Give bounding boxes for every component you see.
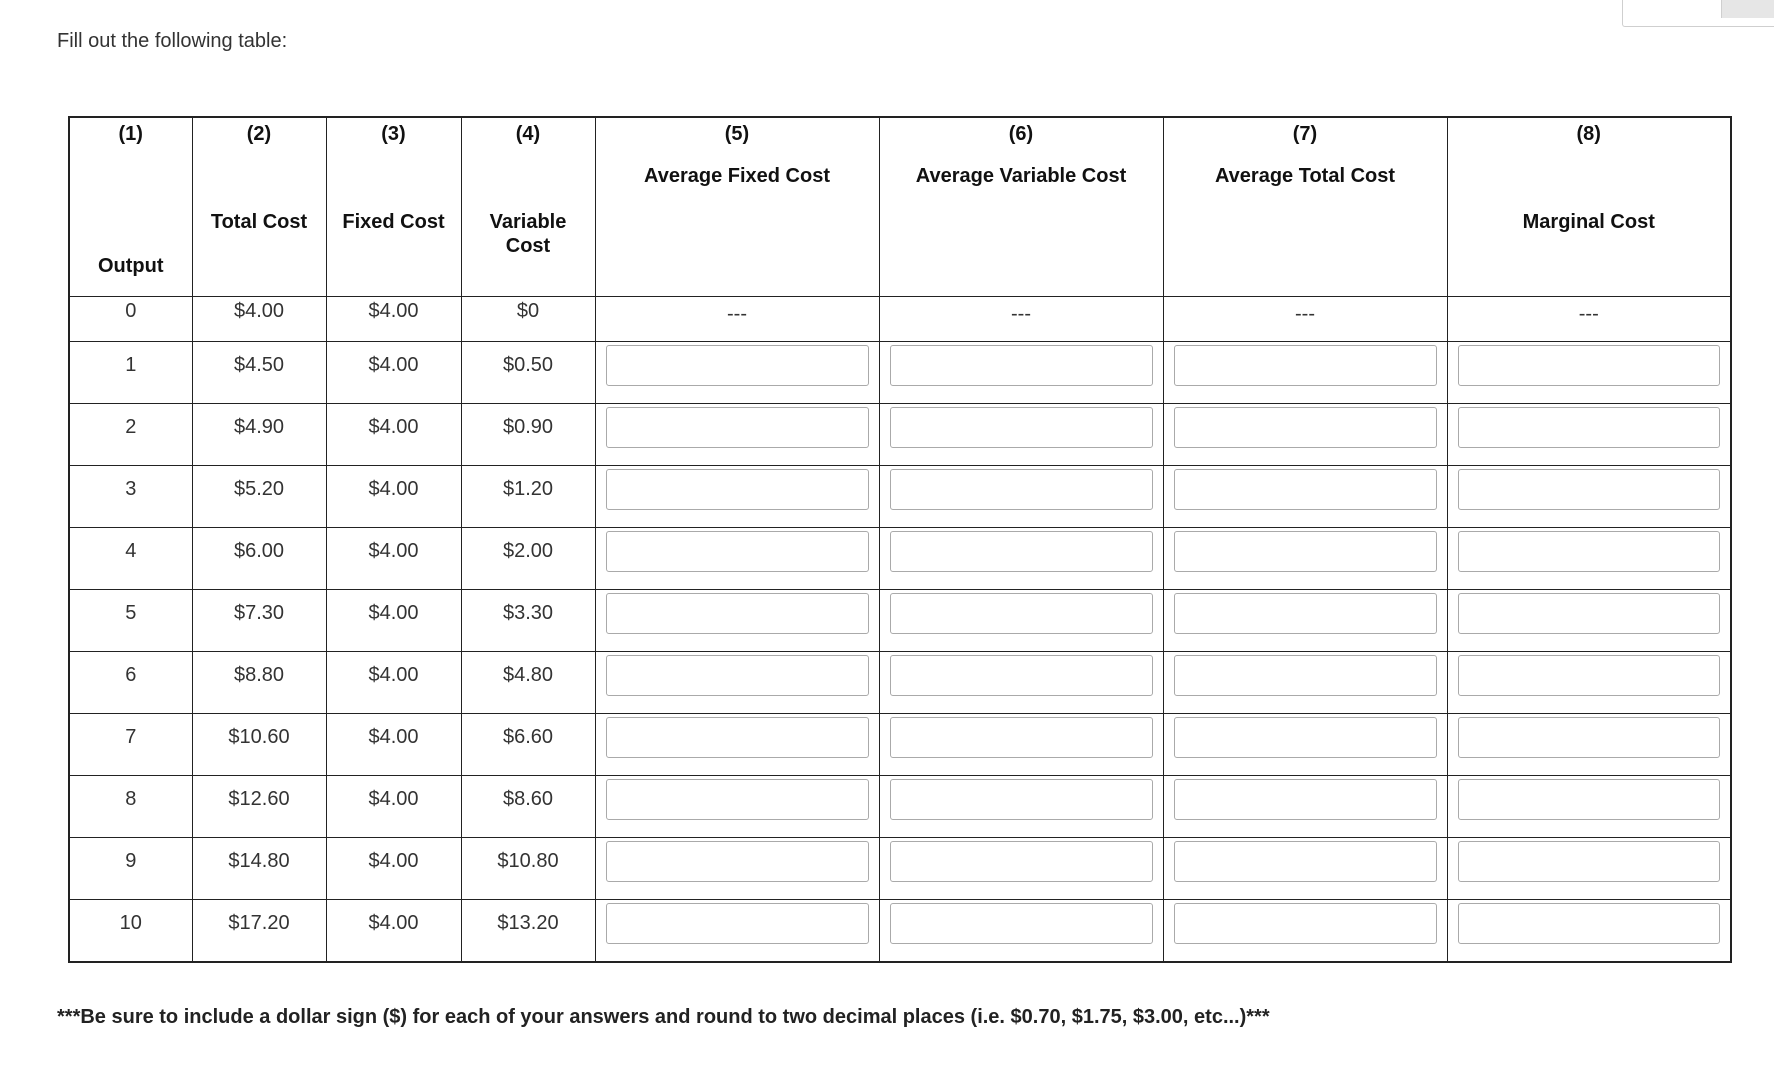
answer-cell bbox=[595, 838, 879, 900]
fixed-cost-cell: $4.00 bbox=[326, 341, 461, 403]
table-row bbox=[69, 403, 1731, 465]
average-variable-cost-input[interactable] bbox=[890, 531, 1153, 572]
total-cost-cell: $6.00 bbox=[192, 527, 326, 589]
average-variable-cost-input[interactable] bbox=[890, 779, 1153, 820]
marginal-cost-input[interactable] bbox=[1458, 469, 1721, 510]
average-fixed-cost-input[interactable] bbox=[606, 717, 869, 758]
total-cost-cell: $12.60 bbox=[192, 776, 326, 838]
answer-cell bbox=[879, 651, 1163, 713]
table-row bbox=[69, 776, 1731, 838]
answer-cell bbox=[879, 776, 1163, 838]
answer-cell bbox=[879, 341, 1163, 403]
answer-cell bbox=[879, 403, 1163, 465]
answer-cell bbox=[1447, 900, 1731, 962]
answer-cell bbox=[595, 900, 879, 962]
output-cell: 9 bbox=[69, 838, 192, 900]
average-total-cost-input[interactable] bbox=[1174, 469, 1437, 510]
column-number: (7) bbox=[1292, 123, 1318, 145]
table-row bbox=[69, 589, 1731, 651]
answer-cell bbox=[595, 589, 879, 651]
column-label: Average Variable Cost bbox=[915, 165, 1127, 187]
average-fixed-cost-input[interactable] bbox=[606, 345, 869, 386]
total-cost-cell: $4.90 bbox=[192, 403, 326, 465]
total-cost-cell: $5.20 bbox=[192, 465, 326, 527]
answer-cell bbox=[1447, 403, 1731, 465]
answer-cell bbox=[1163, 776, 1447, 838]
average-fixed-cost-input[interactable] bbox=[606, 779, 869, 820]
header-average-fixed-cost bbox=[595, 117, 879, 296]
average-variable-cost-input[interactable] bbox=[890, 407, 1153, 448]
answer-cell bbox=[1447, 341, 1731, 403]
fixed-cost-cell: $4.00 bbox=[326, 589, 461, 651]
variable-cost-cell: $2.00 bbox=[461, 527, 595, 589]
average-fixed-cost-input[interactable] bbox=[606, 593, 869, 634]
average-total-cost-input[interactable] bbox=[1174, 407, 1437, 448]
table-row bbox=[69, 296, 1731, 341]
table-row bbox=[69, 527, 1731, 589]
table-row bbox=[69, 341, 1731, 403]
answer-cell bbox=[595, 776, 879, 838]
total-cost-cell: $4.50 bbox=[192, 341, 326, 403]
column-number: (1) bbox=[118, 123, 143, 145]
average-variable-cost-placeholder: --- bbox=[879, 296, 1163, 341]
marginal-cost-input[interactable] bbox=[1458, 841, 1721, 882]
answer-cell bbox=[879, 465, 1163, 527]
average-total-cost-input[interactable] bbox=[1174, 593, 1437, 634]
rounding-note: ***Be sure to include a dollar sign ($) for each of your answers and round to two decimal places (i.e. $0.70, $1.75, $3.00, etc...)*** bbox=[57, 1006, 1270, 1028]
average-variable-cost-input[interactable] bbox=[890, 655, 1153, 696]
answer-cell bbox=[1447, 776, 1731, 838]
fixed-cost-cell: $4.00 bbox=[326, 776, 461, 838]
answer-cell bbox=[1447, 651, 1731, 713]
average-total-cost-input[interactable] bbox=[1174, 345, 1437, 386]
output-cell: 0 bbox=[69, 296, 192, 341]
output-cell: 2 bbox=[69, 403, 192, 465]
output-cell: 1 bbox=[69, 341, 192, 403]
marginal-cost-placeholder: --- bbox=[1447, 296, 1731, 341]
header-output bbox=[69, 117, 192, 296]
average-total-cost-input[interactable] bbox=[1174, 655, 1437, 696]
table-row bbox=[69, 714, 1731, 776]
table-row bbox=[69, 651, 1731, 713]
answer-cell bbox=[1163, 838, 1447, 900]
average-fixed-cost-input[interactable] bbox=[606, 903, 869, 944]
output-cell: 8 bbox=[69, 776, 192, 838]
column-label: Output bbox=[97, 255, 164, 277]
variable-cost-cell: $3.30 bbox=[461, 589, 595, 651]
header-row bbox=[69, 117, 1731, 296]
marginal-cost-input[interactable] bbox=[1458, 531, 1721, 572]
column-number: (3) bbox=[381, 123, 406, 145]
answer-cell bbox=[595, 527, 879, 589]
column-label: Average Fixed Cost bbox=[644, 165, 830, 187]
table-row bbox=[69, 465, 1731, 527]
header-marginal-cost bbox=[1447, 117, 1731, 296]
answer-cell bbox=[1447, 838, 1731, 900]
variable-cost-cell: $10.80 bbox=[461, 838, 595, 900]
average-fixed-cost-input[interactable] bbox=[606, 841, 869, 882]
marginal-cost-input[interactable] bbox=[1458, 593, 1721, 634]
marginal-cost-input[interactable] bbox=[1458, 779, 1721, 820]
answer-cell bbox=[1447, 465, 1731, 527]
output-cell: 4 bbox=[69, 527, 192, 589]
variable-cost-cell: $0 bbox=[461, 296, 595, 341]
total-cost-cell: $14.80 bbox=[192, 838, 326, 900]
answer-cell bbox=[595, 403, 879, 465]
table-row bbox=[69, 900, 1731, 962]
marginal-cost-input[interactable] bbox=[1458, 407, 1721, 448]
average-variable-cost-input[interactable] bbox=[890, 903, 1153, 944]
points-box bbox=[1622, 0, 1774, 27]
fixed-cost-cell: $4.00 bbox=[326, 838, 461, 900]
marginal-cost-input[interactable] bbox=[1458, 717, 1721, 758]
fixed-cost-cell: $4.00 bbox=[326, 527, 461, 589]
answer-cell bbox=[1163, 527, 1447, 589]
total-cost-cell: $4.00 bbox=[192, 296, 326, 341]
average-fixed-cost-input[interactable] bbox=[606, 655, 869, 696]
answer-cell bbox=[595, 341, 879, 403]
answer-cell bbox=[1163, 900, 1447, 962]
answer-cell bbox=[879, 589, 1163, 651]
average-total-cost-input[interactable] bbox=[1174, 531, 1437, 572]
output-cell: 3 bbox=[69, 465, 192, 527]
average-variable-cost-input[interactable] bbox=[890, 469, 1153, 510]
answer-cell bbox=[1447, 714, 1731, 776]
column-number: (4) bbox=[515, 123, 541, 145]
variable-cost-cell: $6.60 bbox=[461, 714, 595, 776]
average-variable-cost-input[interactable] bbox=[890, 841, 1153, 882]
answer-cell bbox=[1447, 527, 1731, 589]
header-average-variable-cost bbox=[879, 117, 1163, 296]
marginal-cost-input[interactable] bbox=[1458, 345, 1721, 386]
column-number: (8) bbox=[1576, 123, 1601, 145]
column-label: Fixed Cost bbox=[342, 211, 445, 233]
average-variable-cost-input[interactable] bbox=[890, 717, 1153, 758]
output-cell: 7 bbox=[69, 714, 192, 776]
average-total-cost-input[interactable] bbox=[1174, 779, 1437, 820]
answer-cell bbox=[1163, 651, 1447, 713]
variable-cost-cell: $0.90 bbox=[461, 403, 595, 465]
column-number: (6) bbox=[1008, 123, 1034, 145]
output-cell: 10 bbox=[69, 900, 192, 962]
answer-cell bbox=[879, 900, 1163, 962]
output-cell: 6 bbox=[69, 651, 192, 713]
answer-cell bbox=[1163, 403, 1447, 465]
fixed-cost-cell: $4.00 bbox=[326, 296, 461, 341]
column-number: (2) bbox=[246, 123, 272, 145]
total-cost-cell: $7.30 bbox=[192, 589, 326, 651]
average-total-cost-input[interactable] bbox=[1174, 841, 1437, 882]
average-total-cost-placeholder: --- bbox=[1163, 296, 1447, 341]
answer-cell bbox=[595, 714, 879, 776]
fixed-cost-cell: $4.00 bbox=[326, 403, 461, 465]
variable-cost-cell: $1.20 bbox=[461, 465, 595, 527]
average-total-cost-input[interactable] bbox=[1174, 717, 1437, 758]
answer-cell bbox=[1163, 341, 1447, 403]
column-label: Total Cost bbox=[210, 211, 308, 233]
header-total-cost bbox=[192, 117, 326, 296]
average-variable-cost-input[interactable] bbox=[890, 345, 1153, 386]
answer-cell bbox=[1447, 589, 1731, 651]
header-variable-cost bbox=[461, 117, 595, 296]
average-total-cost-input[interactable] bbox=[1174, 903, 1437, 944]
variable-cost-cell: $4.80 bbox=[461, 651, 595, 713]
corner-button[interactable] bbox=[1721, 0, 1774, 18]
answer-cell bbox=[1163, 589, 1447, 651]
fixed-cost-cell: $4.00 bbox=[326, 900, 461, 962]
answer-cell bbox=[1163, 465, 1447, 527]
cost-table bbox=[68, 116, 1732, 963]
column-label: Average Total Cost bbox=[1214, 165, 1396, 187]
average-fixed-cost-input[interactable] bbox=[606, 469, 869, 510]
fixed-cost-cell: $4.00 bbox=[326, 651, 461, 713]
column-number: (5) bbox=[724, 123, 750, 145]
average-fixed-cost-input[interactable] bbox=[606, 407, 869, 448]
fixed-cost-cell: $4.00 bbox=[326, 714, 461, 776]
header-fixed-cost bbox=[326, 117, 461, 296]
total-cost-cell: $10.60 bbox=[192, 714, 326, 776]
answer-cell bbox=[595, 465, 879, 527]
answer-cell bbox=[595, 651, 879, 713]
instruction-text: Fill out the following table: bbox=[57, 30, 288, 52]
total-cost-cell: $17.20 bbox=[192, 900, 326, 962]
table-row bbox=[69, 838, 1731, 900]
answer-cell bbox=[879, 838, 1163, 900]
fixed-cost-cell: $4.00 bbox=[326, 465, 461, 527]
total-cost-cell: $8.80 bbox=[192, 651, 326, 713]
answer-cell bbox=[879, 714, 1163, 776]
answer-cell bbox=[879, 527, 1163, 589]
variable-cost-cell: $0.50 bbox=[461, 341, 595, 403]
average-variable-cost-input[interactable] bbox=[890, 593, 1153, 634]
variable-cost-cell: $8.60 bbox=[461, 776, 595, 838]
column-label: Variable Cost bbox=[489, 211, 567, 257]
answer-cell bbox=[1163, 714, 1447, 776]
average-fixed-cost-placeholder: --- bbox=[595, 296, 879, 341]
column-label: Marginal Cost bbox=[1522, 211, 1655, 233]
header-average-total-cost bbox=[1163, 117, 1447, 296]
marginal-cost-input[interactable] bbox=[1458, 655, 1721, 696]
average-fixed-cost-input[interactable] bbox=[606, 531, 869, 572]
output-cell: 5 bbox=[69, 589, 192, 651]
marginal-cost-input[interactable] bbox=[1458, 903, 1721, 944]
variable-cost-cell: $13.20 bbox=[461, 900, 595, 962]
